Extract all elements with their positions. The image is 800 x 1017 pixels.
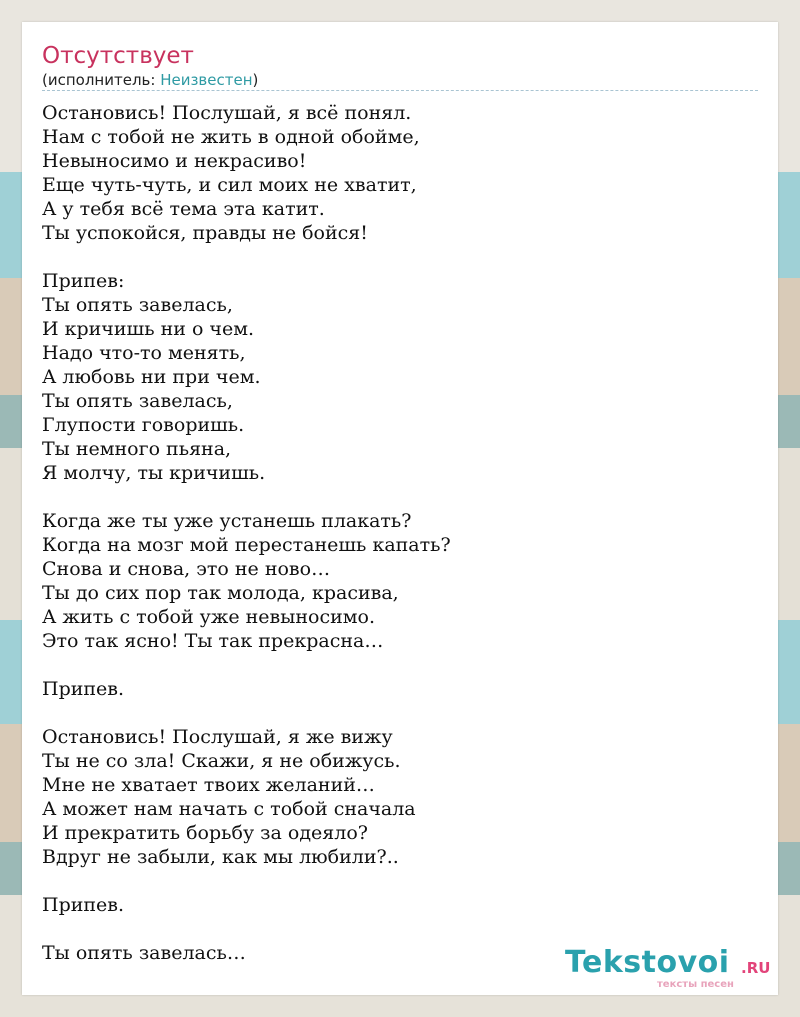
logo-tagline: тексты песен <box>657 979 734 990</box>
artist-suffix: ) <box>252 71 259 89</box>
song-title: Отсутствует <box>42 43 194 69</box>
lyrics-card <box>22 22 778 995</box>
logo-wordmark: Tekstovoi <box>565 945 730 980</box>
artist-line <box>42 70 258 90</box>
logo-tld: .RU <box>741 959 771 977</box>
artist-link[interactable]: Неизвестен <box>160 71 253 89</box>
title-divider <box>42 90 758 91</box>
site-logo[interactable] <box>565 945 771 995</box>
lyrics-text: Остановись! Послушай, я всё понял. Нам с тобой не жить в одной обойме, Невыносимо и некрасиво! Еще чуть-чуть, и сил моих не хватит, А у тебя всё тема эта катит. Ты успокойся, правды не бойся! Припев: Ты опять завелась, И кричишь ни о чем. Надо что-то менять, А любовь ни при чем. Ты опять завелась, Глупости говоришь. Ты немного пьяна, Я молчу, ты кричишь. Когда же ты уже устанешь плакать? Когда на мозг мой перестанешь капать? Снова и снова, это не ново… Ты до сих пор так молода, красива, А жить с тобой уже невыносимо. Это так ясно! Ты так прекрасна… Припев. Остановись! Послушай, я же вижу Ты не со зла! Скажи, я не обижусь. Мне не хватает твоих желаний… А может нам начать с тобой сначала И прекратить борьбу за одеяло? Вдруг не забыли, как мы любили?.. Припев. Ты опять завелась… <box>42 102 451 964</box>
artist-prefix: (исполнитель: <box>42 71 161 89</box>
